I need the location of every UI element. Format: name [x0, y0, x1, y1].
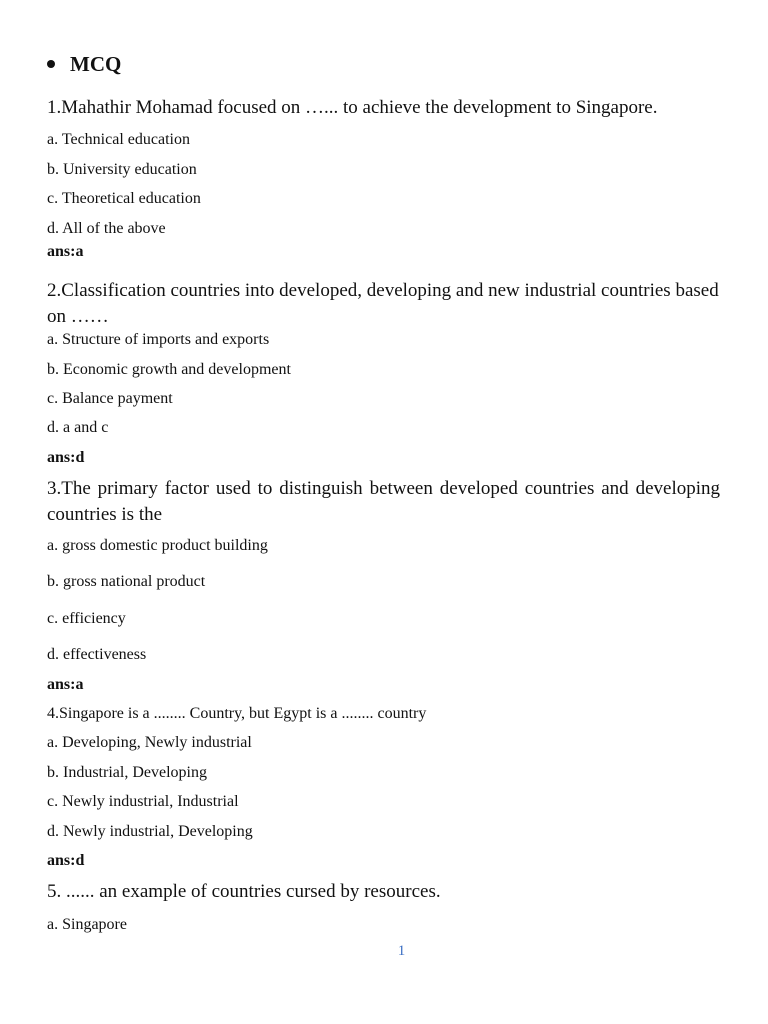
- q4-option-b: b. Industrial, Developing: [47, 764, 207, 781]
- q4-answer: ans:d: [47, 852, 85, 869]
- q1-option-b: b. University education: [47, 161, 197, 178]
- q4-option-a: a. Developing, Newly industrial: [47, 734, 252, 751]
- q2-option-b: b. Economic growth and development: [47, 361, 291, 378]
- q2-option-a: a. Structure of imports and exports: [47, 331, 270, 348]
- bullet-icon: [47, 60, 55, 68]
- q2-option-d: d. a and c: [47, 419, 109, 436]
- q3-option-b: b. gross national product: [47, 573, 206, 590]
- q1-option-d: d. All of the above: [47, 220, 166, 237]
- question-2: 2.Classification countries into developed, developing and new industrial countries based on ……: [47, 280, 719, 327]
- q1-option-a: a. Technical education: [47, 131, 190, 148]
- q3-option-d: d. effectiveness: [47, 646, 147, 663]
- question-3: 3.The primary factor used to distinguish between developed countries and developing countries is the: [47, 478, 720, 525]
- section-heading: MCQ: [70, 52, 122, 76]
- question-5: 5. ...... an example of countries cursed by resources.: [47, 881, 441, 902]
- q2-answer: ans:d: [47, 449, 85, 466]
- q1-option-c: c. Theoretical education: [47, 190, 201, 207]
- q3-answer: ans:a: [47, 676, 84, 693]
- question-4: 4.Singapore is a ........ Country, but Egypt is a ........ country: [47, 705, 427, 722]
- page-number: 1: [397, 943, 406, 959]
- q2-option-c: c. Balance payment: [47, 390, 173, 407]
- q4-option-c: c. Newly industrial, Industrial: [47, 793, 239, 810]
- q3-option-a: a. gross domestic product building: [47, 537, 268, 554]
- question-1: 1.Mahathir Mohamad focused on …... to achieve the development to Singapore.: [47, 97, 658, 118]
- q5-option-a: a. Singapore: [47, 916, 127, 933]
- q4-option-d: d. Newly industrial, Developing: [47, 823, 253, 840]
- q3-option-c: c. efficiency: [47, 610, 126, 627]
- q1-answer: ans:a: [47, 243, 84, 260]
